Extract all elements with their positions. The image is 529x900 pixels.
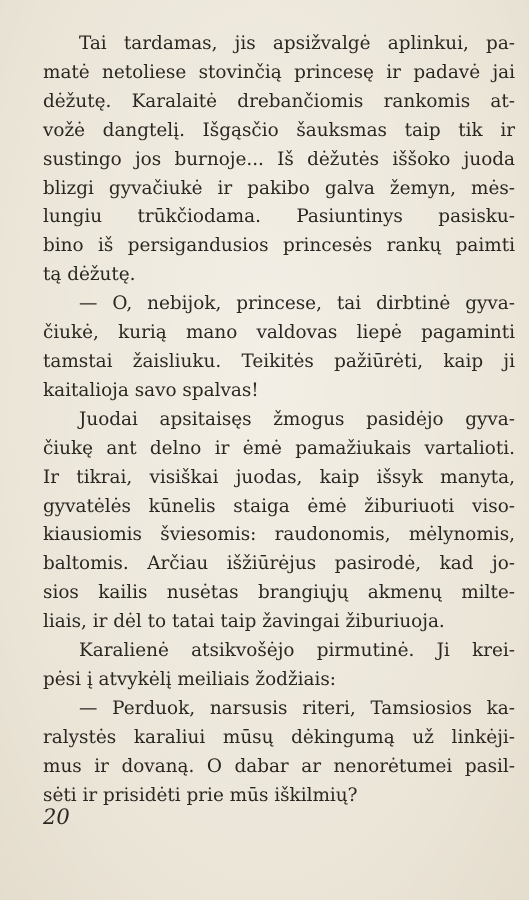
- paragraph-5: [43, 695, 515, 811]
- text-line: sėti ir prisidėti prie mūs iškilmių?: [43, 784, 358, 806]
- text-line: mus ir dovaną. O dabar ar nenorėtumei pasil-: [43, 755, 515, 777]
- text-line: gyvatėlės kūnelis staiga ėmė žiburiuoti viso-: [43, 495, 515, 517]
- text-line: blizgi gyvačiukė ir pakibo galva žemyn, mės-: [43, 177, 515, 199]
- text-line: matė netoliese stovinčią princesę ir padavė jai: [43, 61, 515, 83]
- text-line: bino iš persigandusios princesės rankų paimti: [43, 235, 515, 257]
- text-line: čiukę ant delno ir ėmė pamažiukais vartalioti.: [43, 437, 515, 459]
- text-line: kiausiomis šviesomis: raudonomis, mėlynomis,: [43, 524, 515, 546]
- text-line: ralystės karaliui mūsų dėkingumą už linkėji-: [43, 726, 515, 748]
- text-line: tamstai žaisliuku. Teikitės pažiūrėti, kaip ji: [43, 350, 515, 372]
- text-line: liais, ir dėl to tatai taip žavingai žiburiuoja.: [43, 611, 445, 633]
- text-line: vožė dangtelį. Išgąsčio šauksmas taip tik ir: [43, 119, 515, 141]
- body-text: [43, 30, 515, 810]
- text-line: — O, nebijok, princese, tai dirbtinė gyva-: [79, 293, 515, 315]
- text-line: sustingo jos burnoje... Iš dėžutės iššoko juoda: [43, 148, 515, 170]
- text-line: Tai tardamas, jis apsižvalgė aplinkui, pa-: [79, 33, 515, 54]
- paragraph-4: [43, 637, 515, 695]
- text-line: dėžutę. Karalaitė drebančiomis rankomis at-: [43, 90, 515, 112]
- paragraph-1: [43, 30, 515, 290]
- text-line: tą dėžutę.: [43, 264, 136, 286]
- page-number: 20: [43, 805, 70, 829]
- text-line: kaitalioja savo spalvas!: [43, 379, 259, 401]
- text-line: baltomis. Arčiau išžiūrėjus pasirodė, kad jo-: [43, 553, 515, 575]
- text-line: Juodai apsitaisęs žmogus pasidėjo gyva-: [79, 408, 515, 430]
- text-line: Ir tikrai, visiškai juodas, kaip išsyk manyta,: [43, 466, 515, 488]
- text-line: čiukė, kurią mano valdovas liepė pagaminti: [43, 322, 515, 344]
- text-line: lungiu trūkčiodama. Pasiuntinys pasisku-: [43, 206, 515, 228]
- text-line: — Perduok, narsusis riteri, Tamsiosios ka-: [79, 697, 515, 719]
- paragraph-2: [43, 290, 515, 406]
- text-line: pėsi į atvykėlį meiliais žodžiais:: [43, 668, 337, 690]
- text-line: sios kailis nusėtas brangiųjų akmenų milte-: [43, 582, 515, 604]
- paragraph-3: [43, 406, 515, 637]
- text-line: Karalienė atsikvošėjo pirmutinė. Ji krei-: [79, 640, 515, 662]
